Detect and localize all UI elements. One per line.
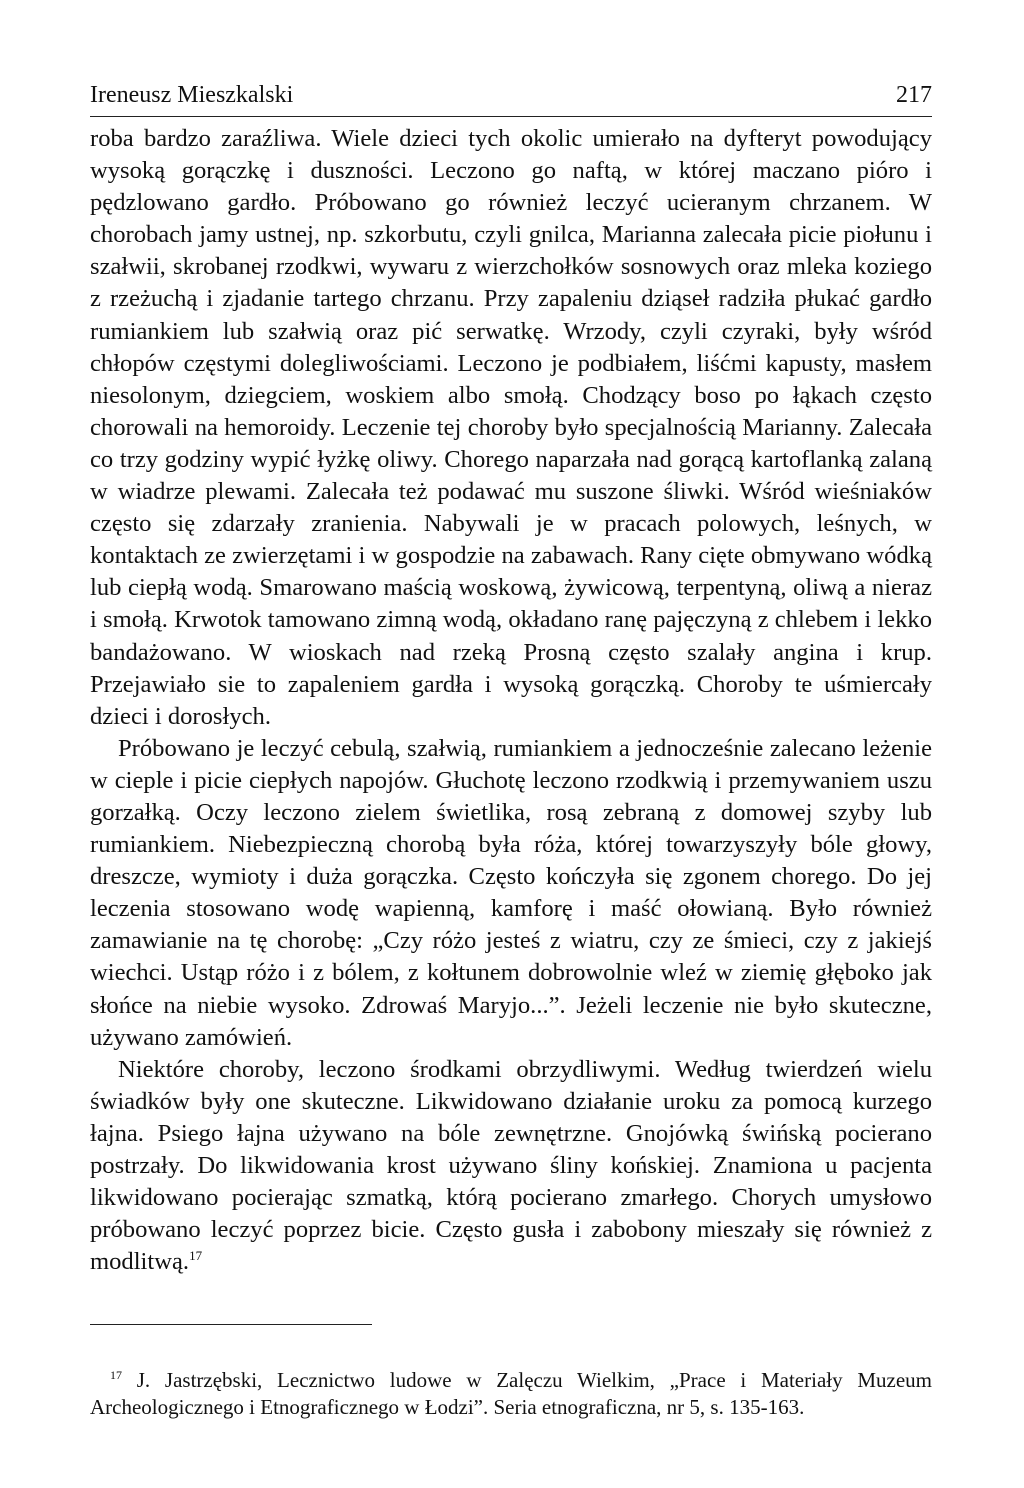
footnote-reference: 17 [189, 1248, 203, 1264]
page [90, 78, 932, 1420]
paragraph-1-text: roba bardzo zaraźliwa. Wiele dzieci tych okolic umierało na dyfteryt powodujący wysoką gorączkę i duszności. Leczono go naftą, w której maczano pióro i pędzlowano gardło. Próbowano go również leczyć ucieranym chrzanem. W chorobach jamy ustnej, np. szkorbutu, czyli gnilca, Marianna zalecała picie piołunu i szałwii, skrobanej rzodkwi, wywaru z wierzchołków sosnowych oraz mleka koziego z rzeżuchą i zjadanie tartego chrzanu. Przy zapaleniu dziąseł radziła płukać gardło rumiankiem lub szałwią oraz pić serwatkę. Wrzody, czyli czyraki, były wśród chłopów częstymi dolegliwościami. Leczono je podbiałem, liśćmi kapusty, masłem niesolonym, dziegciem, woskiem albo smołą. Chodzący boso po łąkach często chorowali na hemoroidy. Leczenie tej choroby było specjalnością Marianny. Zalecała co trzy godziny wypić łyżkę oliwy. Chorego naparzała nad gorącą kartoflanką zalaną w wiadrze plewami. Zalecała też podawać mu suszone śliwki. Wśród wieśniaków często się zdarzały zranienia. Nabywali je w pracach polowych, leśnych, w kontaktach ze zwierzętami i w gospodzie na zabawach. Rany cięte obmywano wódką lub ciepłą wodą. Smarowano maścią woskową, żywicową, terpentyną, oliwą a nieraz i smołą. Krwotok tamowano zimną wodą, okładano ranę pajęczyną z chlebem i lekko bandażowano. W wioskach nad rzeką Prosną często szalały angina i krup. Przejawiało sie to zapaleniem gardła i wysoką gorączką. Choroby te uśmiercały dzieci i dorosłych. [90, 125, 932, 730]
paragraph-3-text: Niektóre choroby, leczono środkami obrzydliwymi. Według twierdzeń wielu świadków były one skuteczne. Likwidowano działanie uroku za pomocą kurzego łajna. Psiego łajna używano na bóle zewnętrzne. Gnojówką świńską pocierano postrzały. Do likwidowania krost używano śliny końskiej. Znamiona u pacjenta likwidowano pocierając szmatką, którą pocierano zmarłego. Chorych umysłowo próbowano leczyć poprzez bicie. Często gusła i zabobony mieszały się również z modlitwą. [90, 1055, 932, 1276]
footnote-text: J. Jastrzębski, Lecznictwo ludowe w Zalęczu Wielkim, „Prace i Materiały Muzeum Archeologicznego i Etnograficznego w Łodzi”. Seria etnograficzna, nr 5, s. 135-163. [90, 1368, 932, 1419]
paragraph-1 [90, 123, 932, 733]
page-number: 217 [896, 82, 932, 108]
body-text [90, 123, 932, 1278]
footnote-marker: 17 [110, 1368, 122, 1383]
paragraph-3 [90, 1054, 932, 1279]
running-head-author: Ireneusz Mieszkalski [90, 82, 294, 108]
footnote-divider [90, 1324, 372, 1325]
running-head [90, 78, 932, 117]
paragraph-2-text: Próbowano je leczyć cebulą, szałwią, rumiankiem a jednocześnie zalecano leżenie w cieple i picie ciepłych napojów. Głuchotę leczono rzodkwią i przemywaniem uszu gorzałką. Oczy leczono zielem świetlika, rosą zebraną z domowej szyby lub rumiankiem. Niebezpieczną chorobą była róża, której towarzyszyły bóle głowy, dreszcze, wymioty i duża gorączka. Często kończyła się zgonem chorego. Do jej leczenia stosowano wodę wapienną, kamforę i maść ołowianą. Było również zamawianie na tę chorobę: „Czy różo jesteś z wiatru, czy ze śmieci, czy z jakiejś wiechci. Ustąp różo i z bólem, z kołtunem dobrowolnie wleź w ziemię głęboko jak słońce na niebie wysoko. Zdrowaś Maryjo...”. Jeżeli leczenie nie było skuteczne, używano zamówień. [90, 734, 932, 1051]
footnote [90, 1367, 932, 1420]
paragraph-2 [90, 733, 932, 1054]
